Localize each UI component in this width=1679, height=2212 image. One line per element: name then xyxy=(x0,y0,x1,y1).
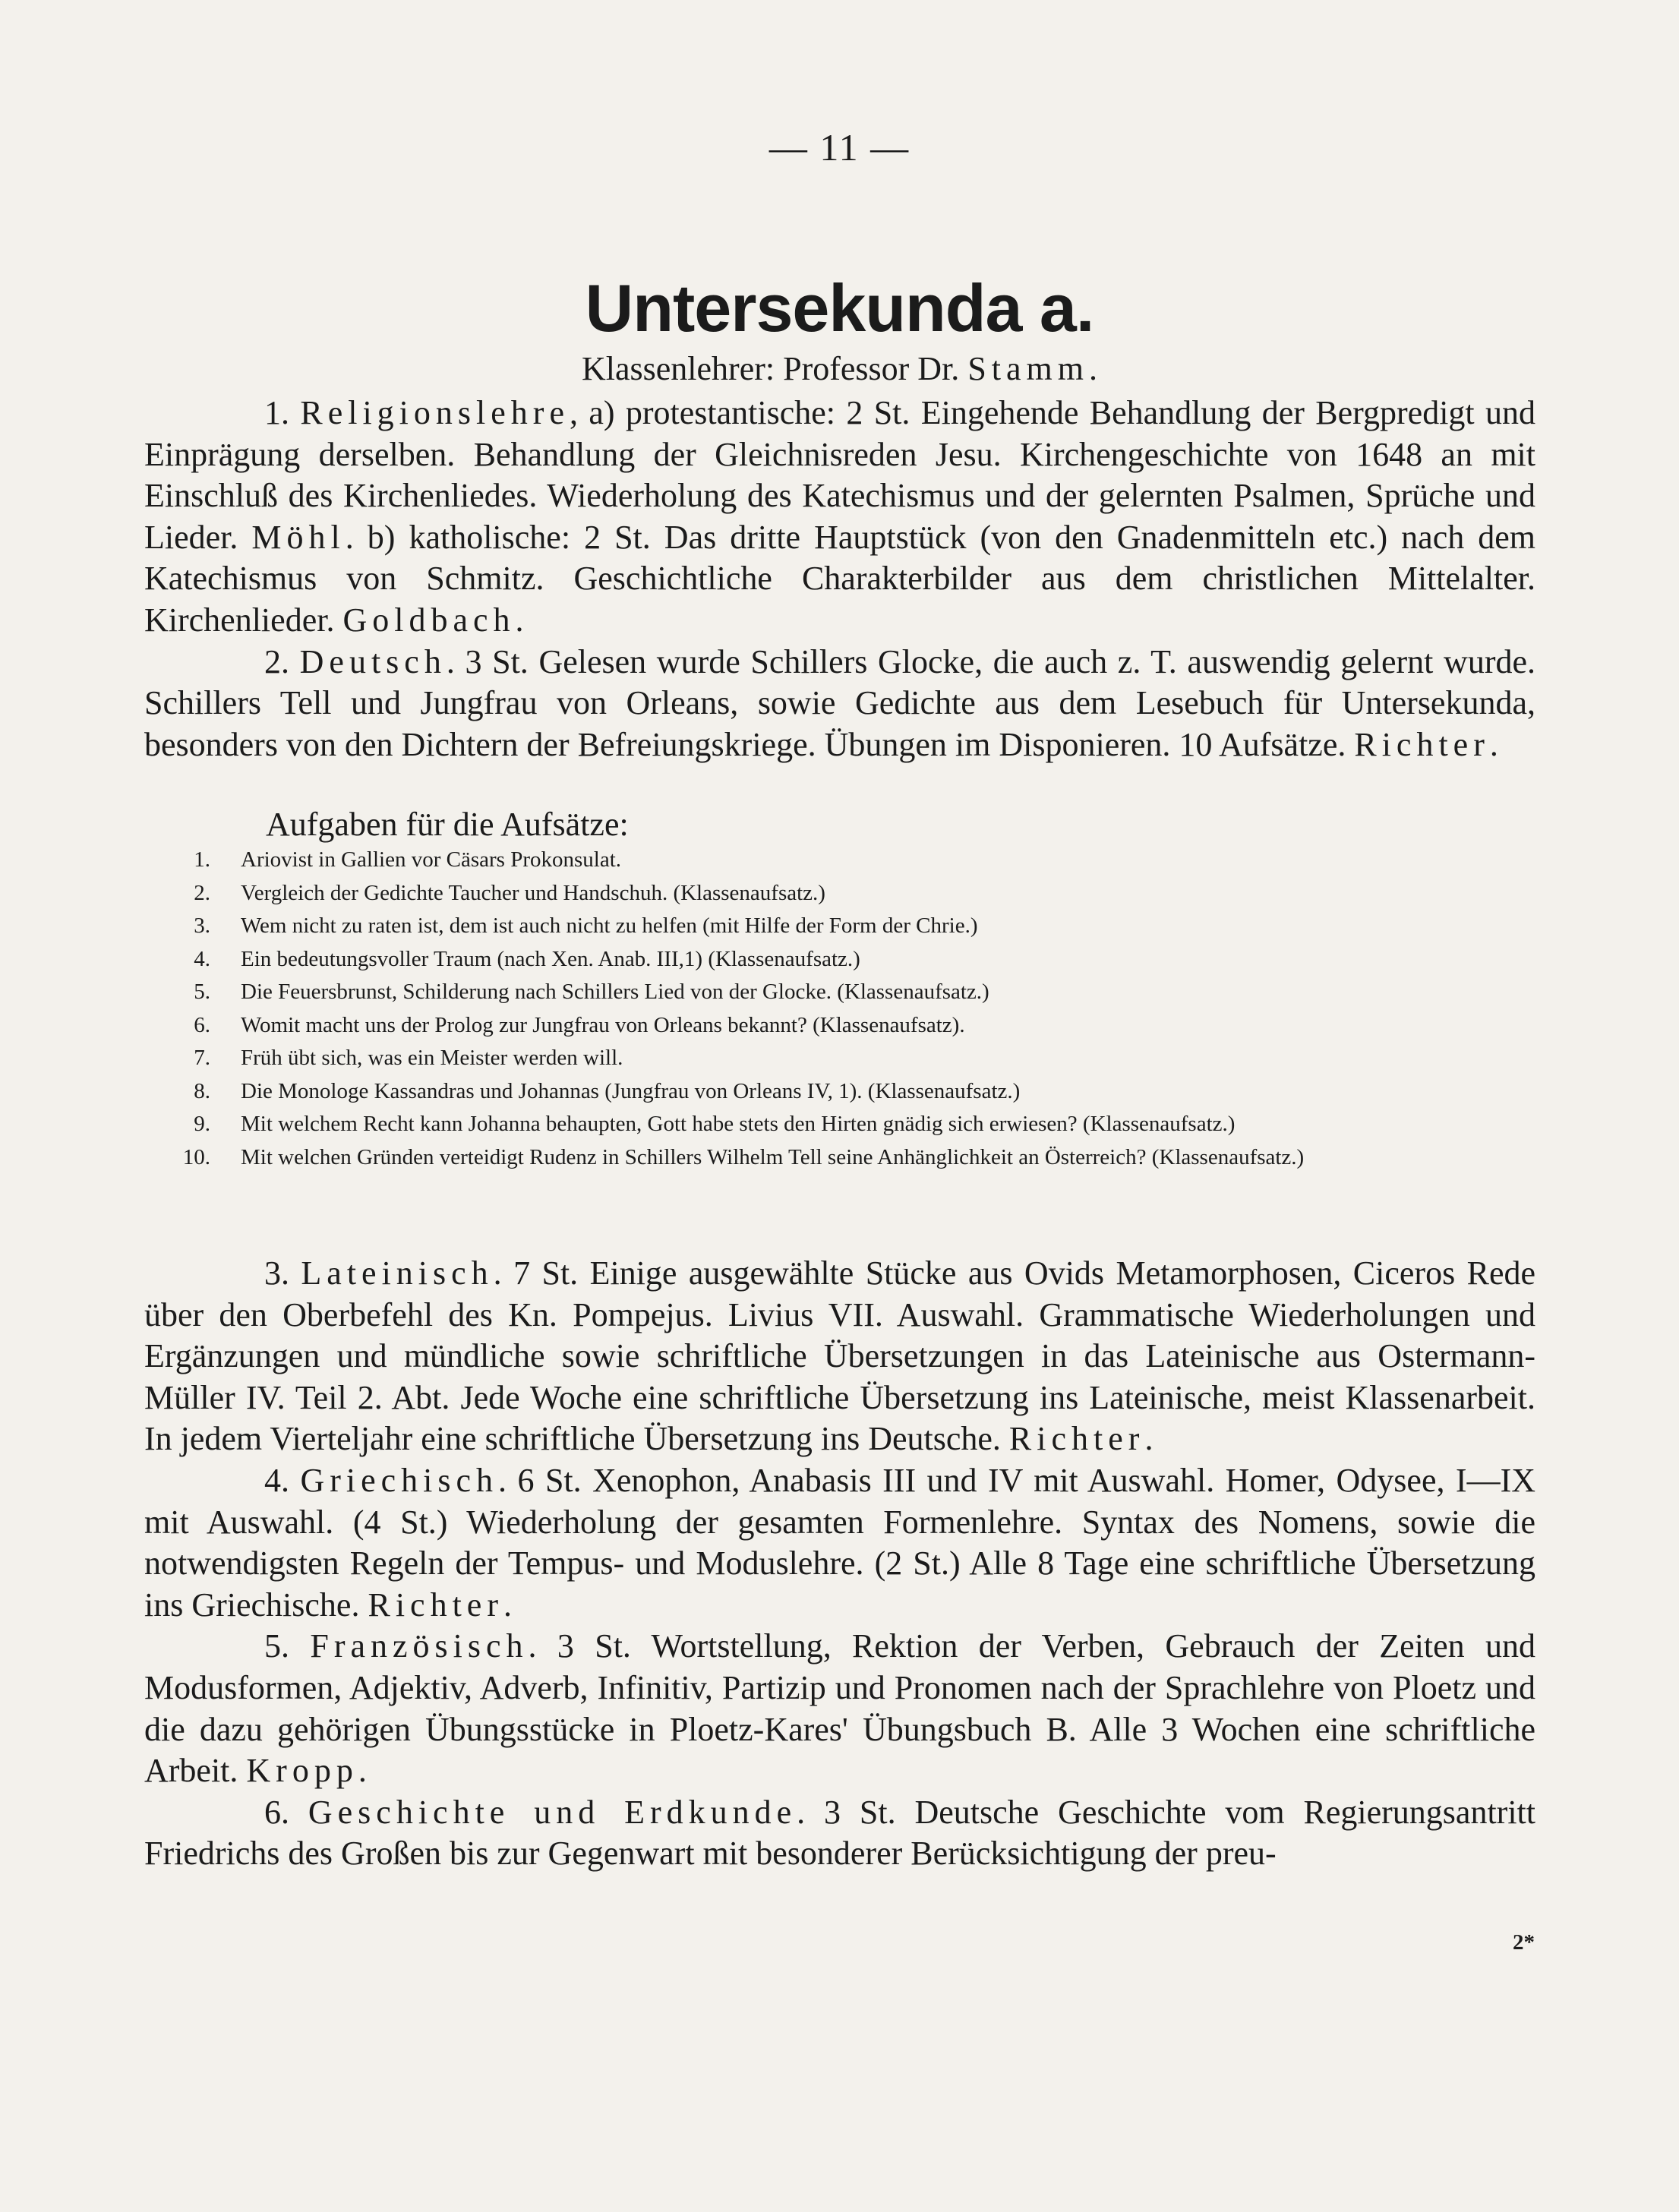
list-item xyxy=(171,844,1530,877)
section-end: . xyxy=(503,1586,512,1624)
list-item xyxy=(171,1141,1530,1175)
section-subject: Geschichte und Erdkunde xyxy=(308,1793,797,1831)
section-subject: Religionslehre xyxy=(300,394,570,431)
list-item-number: 4. xyxy=(194,946,210,971)
sections-part-1 xyxy=(144,393,1535,765)
list-item xyxy=(171,910,1530,943)
list-item xyxy=(171,877,1530,910)
section-teacher: Möhl xyxy=(251,518,346,556)
list-item-number: 5. xyxy=(194,980,210,1004)
section-teacher: Richter xyxy=(1354,725,1490,763)
section-number: 6. xyxy=(264,1793,308,1831)
list-item-text: Früh übt sich, was ein Meister werden will. xyxy=(241,1046,623,1070)
section-text: . 3 St. Gelesen wurde Schillers Glocke, die auch z. T. auswendig gelernt wurde. Schillers Tell und Jungfrau von Orleans, sowie Gedichte aus dem Lesebuch für Untersekunda, besonders von den Dichtern der Befreiungskriege. Übungen im Disponieren. 10 Aufsätze. xyxy=(144,642,1535,763)
section-text: . 3 St. Wortstellung, Rektion der Verben, Gebrauch der Zeiten und Modusformen, Adjektiv, Adverb, Infinitiv, Partizip und Pronomen nach der Sprachlehre von Ploetz und die dazu gehörigen Übungsstücke in Ploetz-Kares' Übungsbuch B. Alle 3 Wochen eine schriftliche Arbeit. xyxy=(144,1627,1536,1790)
section-teacher: Richter xyxy=(368,1586,503,1624)
section-number: 4. xyxy=(264,1461,301,1499)
section-lateinisch xyxy=(144,1253,1535,1460)
list-item-number: 2. xyxy=(194,880,210,905)
list-item-text: Die Monologe Kassandras und Johannas (Jungfrau von Orleans IV, 1). (Klassenaufsatz.) xyxy=(241,1078,1021,1103)
list-item-number: 1. xyxy=(194,847,210,872)
section-number: 3. xyxy=(264,1254,301,1292)
list-item xyxy=(171,1108,1530,1141)
list-item xyxy=(171,943,1530,977)
section-end: . xyxy=(358,1752,367,1790)
list-item-text: Vergleich der Gedichte Taucher und Handschuh. (Klassenaufsatz.) xyxy=(241,880,825,905)
section-teacher: Kropp xyxy=(246,1752,358,1790)
section-end: . xyxy=(1144,1420,1154,1458)
list-item-text: Wem nicht zu raten ist, dem ist auch nicht zu helfen (mit Hilfe der Form der Chrie.) xyxy=(241,914,978,938)
section-number: 2. xyxy=(264,642,300,680)
section-text: . 6 St. Xenophon, Anabasis III und IV mit Auswahl. Homer, Odysee, I—IX mit Auswahl. (4 St.) Wiederholung der gesamten Formenlehre. Syntax des Nomens, sowie die notwendigsten Regeln der Tempus- und Moduslehre. (2 St.) Alle 8 Tage eine schriftliche Übersetzung ins Griechische. xyxy=(144,1461,1535,1624)
list-item xyxy=(171,1042,1530,1075)
section-griechisch xyxy=(144,1460,1535,1626)
list-item xyxy=(171,1009,1530,1043)
list-item-text: Die Feuersbrunst, Schilderung nach Schillers Lied von der Glocke. (Klassenaufsatz.) xyxy=(241,980,989,1004)
section-subject: Deutsch xyxy=(299,642,447,680)
list-item-text: Ariovist in Gallien vor Cäsars Prokonsulat. xyxy=(241,847,622,872)
section-end: . xyxy=(515,601,524,639)
section-subject: Lateinisch xyxy=(301,1254,494,1292)
list-item-number: 7. xyxy=(194,1046,210,1070)
list-item-text: Womit macht uns der Prolog zur Jungfrau von Orleans bekannt? (Klassenaufsatz). xyxy=(241,1012,965,1037)
section-teacher: Goldbach xyxy=(342,601,516,639)
section-religion xyxy=(144,393,1535,642)
section-text: . 3 St. Deutsche Geschichte vom Regierungsantritt Friedrichs des Großen bis zur Gegenwart mit besonderer Berücksichtigung der preu- xyxy=(144,1793,1535,1873)
class-teacher-prefix: Klassenlehrer: Professor Dr. xyxy=(581,350,968,387)
list-item-number: 3. xyxy=(194,914,210,938)
section-franzoesisch xyxy=(144,1626,1535,1791)
section-geschichte-erdkunde xyxy=(144,1792,1535,1875)
section-number: 5. xyxy=(264,1627,311,1665)
essay-topics-list xyxy=(171,844,1530,1174)
section-subject: Französisch xyxy=(310,1627,529,1665)
list-item-text: Mit welchen Gründen verteidigt Rudenz in Schillers Wilhelm Tell seine Anhänglichkeit an Österreich? (Klassenaufsatz.) xyxy=(241,1144,1305,1169)
list-item-text: Mit welchem Recht kann Johanna behaupten, Gott habe stets den Hirten gnädig sich erwiesen? (Klassenaufsatz.) xyxy=(241,1112,1236,1136)
list-item xyxy=(171,1075,1530,1109)
list-item-number: 6. xyxy=(194,1012,210,1037)
class-teacher-name: Stamm xyxy=(967,350,1089,387)
list-item xyxy=(171,976,1530,1009)
sections-part-2 xyxy=(144,1253,1535,1875)
section-text: , a) protestantische: 2 St. Eingehende Behandlung der Bergpredigt und Einprägung derselben. Behandlung der Gleichnisreden Jesu. Kirchengeschichte von 1648 an mit Einschluß des Kirchenliedes. Wiederholung des Katechismus und der gelernten Psalmen, Sprüche und Lieder. xyxy=(144,394,1536,556)
section-text: . 7 St. Einige ausgewählte Stücke aus Ovids Metamorphosen, Ciceros Rede über den Oberbefehl des Kn. Pompejus. Livius VII. Auswahl. Grammatische Wiederholungen und Ergänzungen und mündliche sowie schriftliche Übersetzungen in das Lateinische aus Ostermann-Müller IV. Teil 2. Abt. Jede Woche eine schriftliche Übersetzung ins Lateinische, meist Klassenarbeit. In jedem Vierteljahr eine schriftliche Übersetzung ins Deutsche. xyxy=(144,1254,1535,1458)
list-item-text: Ein bedeutungsvoller Traum (nach Xen. Anab. III,1) (Klassenaufsatz.) xyxy=(241,946,860,971)
list-item-number: 10. xyxy=(182,1144,210,1169)
page-title: Untersekunda a. xyxy=(585,270,1094,346)
class-teacher-line xyxy=(0,349,1679,388)
list-item-number: 9. xyxy=(194,1112,210,1136)
essay-topics-heading: Aufgaben für die Aufsätze: xyxy=(266,806,629,843)
page-number: — 11 — xyxy=(768,126,911,169)
list-item-number: 8. xyxy=(194,1078,210,1103)
section-subject: Griechisch xyxy=(300,1461,499,1499)
section-teacher: Richter xyxy=(1008,1420,1145,1458)
section-deutsch xyxy=(144,642,1535,766)
class-teacher-suffix: . xyxy=(1089,350,1097,387)
signature-mark: 2* xyxy=(1513,1930,1535,1955)
section-end: . xyxy=(1489,725,1498,763)
section-text: . b) katholische: 2 St. Das dritte Hauptstück (von den Gnadenmitteln etc.) nach dem Katechismus von Schmitz. Geschichtliche Charakterbilder aus dem christlichen Mittelalter. Kirchenlieder. xyxy=(144,518,1536,639)
section-number: 1. xyxy=(264,394,301,431)
